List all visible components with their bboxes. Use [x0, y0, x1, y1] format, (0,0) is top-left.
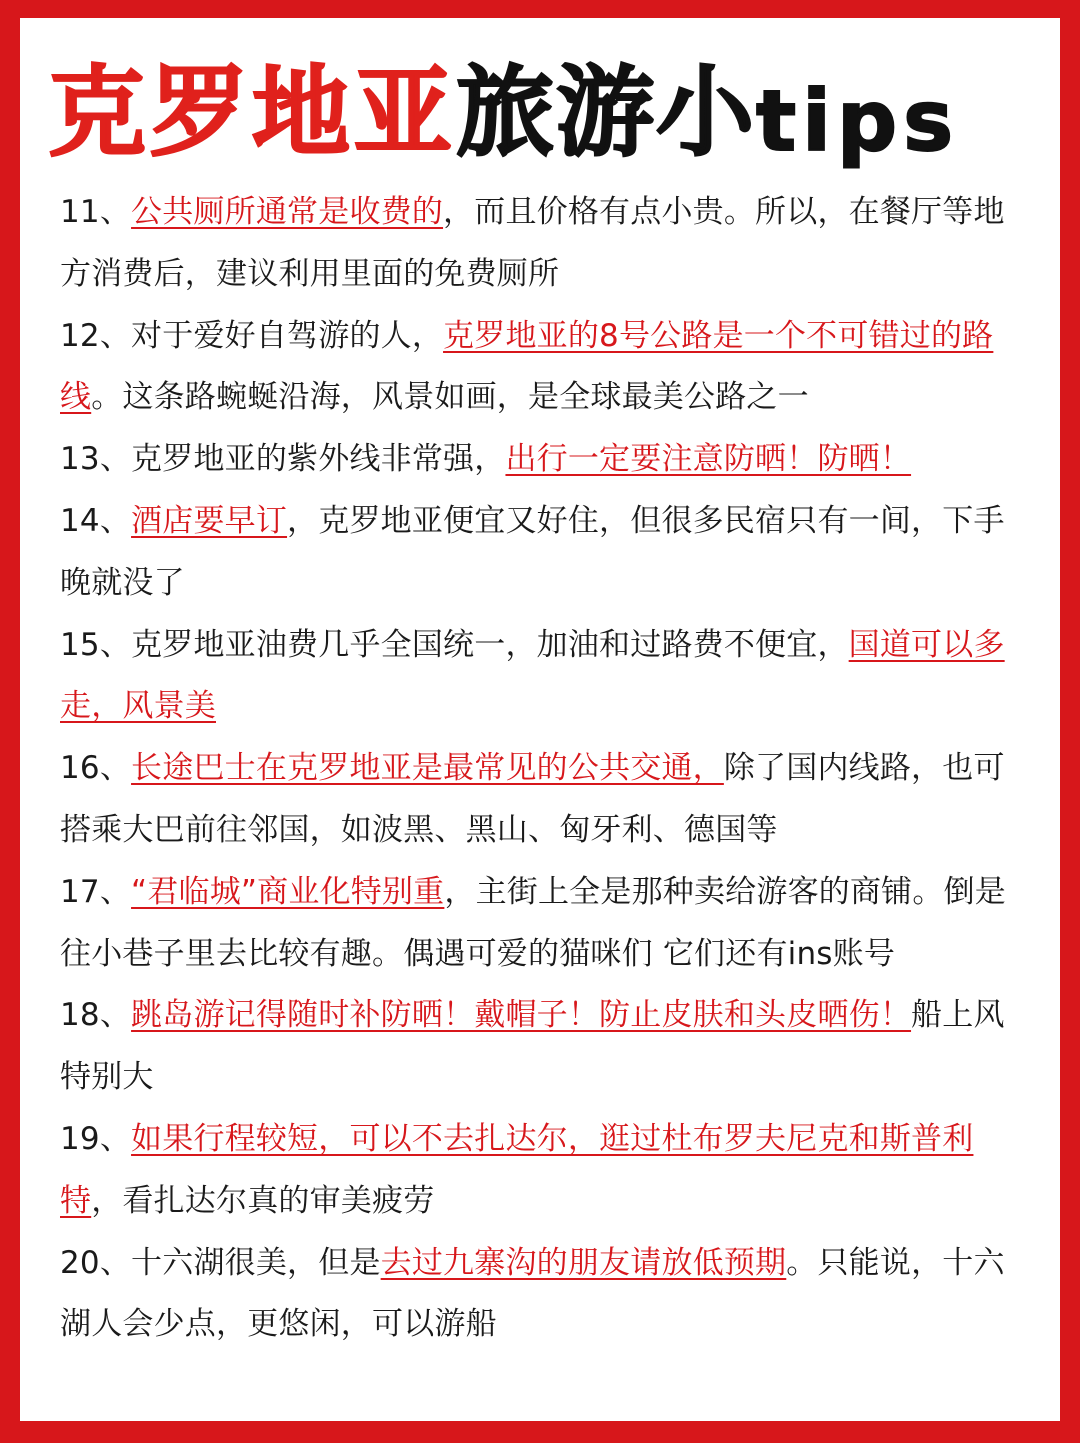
tip-text: 对于爱好自驾游的人，	[131, 317, 444, 354]
tip-text: ，主街上全是那种卖给游客的商铺。倒是往小巷子里去比较有趣。偶遇可爱的猫咪们 它们还有ins账号	[60, 873, 1006, 972]
tip-number: 16、	[60, 750, 132, 787]
tip-item	[60, 429, 1015, 491]
tip-text: 克罗地亚油费几乎全国统一，加油和过路费不便宜，	[131, 626, 849, 663]
tip-highlight: 酒店要早订	[131, 502, 288, 539]
tip-item	[60, 1233, 1015, 1357]
tip-item	[60, 615, 1015, 739]
tip-text: 除了国内线路，也可搭乘大巴前往邻国，如波黑、黑山、匈牙利、德国等	[60, 750, 1005, 848]
tip-text: 十六湖很美，但是	[131, 1244, 381, 1281]
tip-item	[60, 491, 1015, 615]
tip-text: ，克罗地亚便宜又好住，但很多民宿只有一间，下手晚就没了	[60, 502, 1005, 601]
tip-text: ，而且价格有点小贵。所以，在餐厅等地方消费后，建议利用里面的免费厕所	[60, 194, 1005, 292]
tip-highlight: “君临城”商业化特别重	[131, 873, 445, 910]
tip-number: 19、	[60, 1120, 132, 1157]
tip-highlight: 国道可以多走，风景美	[60, 626, 1005, 725]
tip-item	[60, 182, 1015, 306]
title-travel: 旅游小	[456, 56, 757, 170]
tip-item	[60, 862, 1015, 986]
tip-highlight: 出行一定要注意防晒！防晒！	[505, 441, 912, 478]
tip-highlight: 去过九寨沟的朋友请放低预期	[380, 1244, 787, 1281]
tip-text: 船上风特别大	[60, 997, 1005, 1096]
page-title	[48, 58, 1048, 168]
tip-item	[60, 985, 1015, 1109]
tips-list	[60, 182, 1015, 1356]
tip-text: 。这条路蜿蜒沿海，风景如画，是全球最美公路之一	[91, 379, 809, 416]
tip-number: 15、	[60, 626, 132, 663]
tip-highlight: 跳岛游记得随时补防晒！戴帽子！防止皮肤和头皮晒伤！	[131, 997, 912, 1034]
tip-highlight: 公共厕所通常是收费的	[131, 194, 444, 230]
tip-text: 克罗地亚的紫外线非常强，	[131, 441, 506, 478]
tip-highlight: 如果行程较短，可以不去扎达尔，逛过杜布罗夫尼克和斯普利特	[60, 1120, 974, 1219]
tip-number: 13、	[60, 441, 132, 478]
tip-number: 11、	[60, 194, 132, 230]
tip-item	[60, 738, 1015, 862]
tip-highlight: 长途巴士在克罗地亚是最常见的公共交通，	[131, 750, 724, 787]
tip-number: 14、	[60, 502, 132, 539]
tip-number: 12、	[60, 317, 132, 354]
tip-item	[60, 306, 1015, 430]
title-tips: tips	[756, 72, 960, 170]
title-destination: 克罗地亚	[48, 56, 457, 170]
tip-text: ，看扎达尔真的审美疲劳	[91, 1182, 435, 1219]
tip-text: 。只能说，十六湖人会少点，更悠闲，可以游船	[60, 1244, 1005, 1343]
tip-highlight: 克罗地亚的8号公路是一个不可错过的路线	[60, 317, 994, 416]
tip-item	[60, 1109, 1015, 1233]
tip-number: 17、	[60, 873, 132, 910]
tip-number: 20、	[60, 1244, 132, 1281]
tip-number: 18、	[60, 997, 132, 1034]
